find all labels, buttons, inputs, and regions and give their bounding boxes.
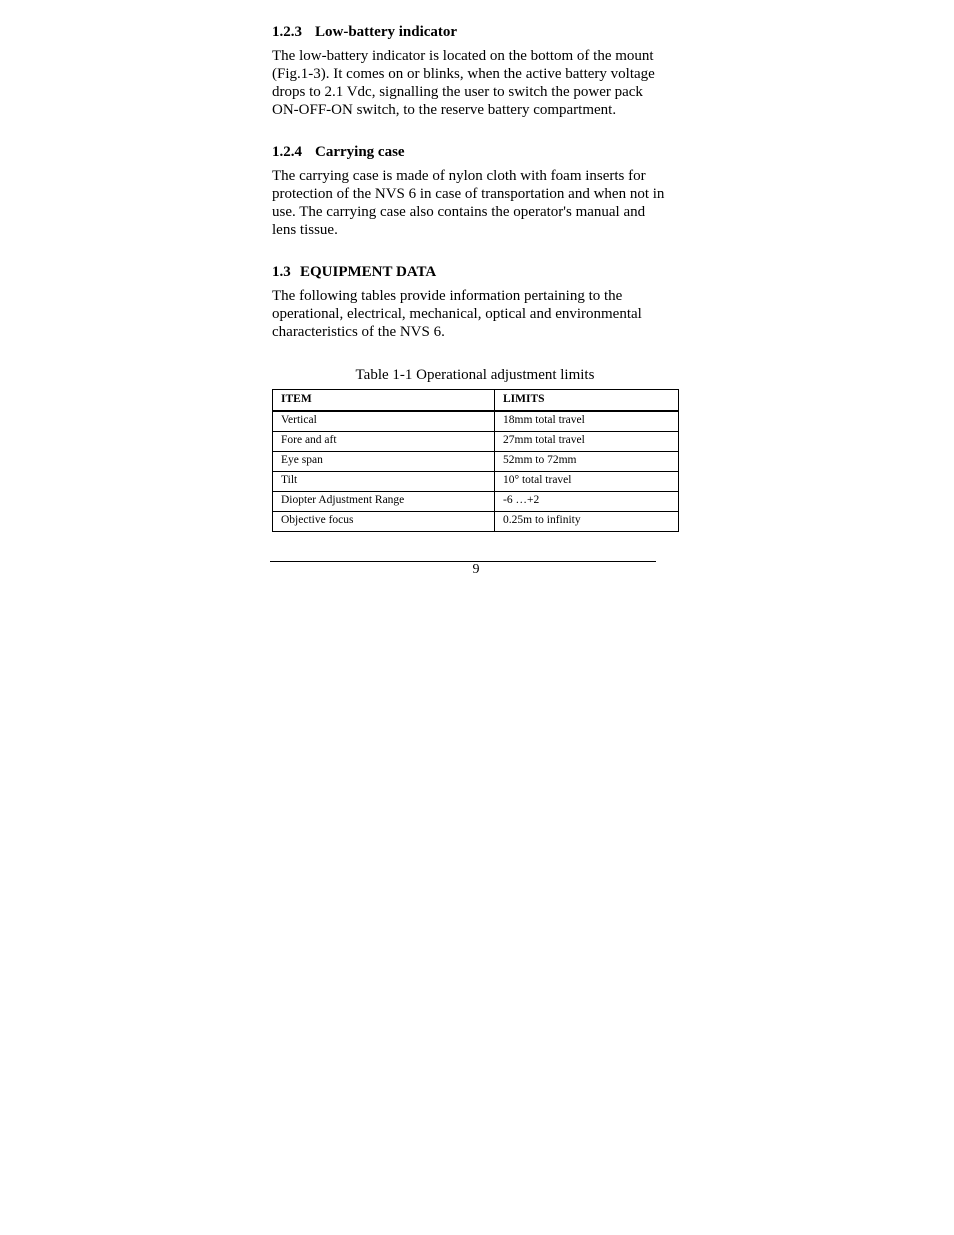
paragraph-line: use. The carrying case also contains the operator's manual and — [272, 204, 646, 220]
column-header-limits: LIMITS — [495, 390, 679, 412]
table-cell-item: Fore and aft — [273, 432, 495, 452]
paragraph-line: ON-OFF-ON switch, to the reserve battery compartment. — [272, 102, 617, 118]
paragraph-line: (Fig.1-3). It comes on or blinks, when the active battery voltage — [272, 66, 655, 82]
table-cell-item: Vertical — [273, 411, 495, 432]
table-row — [273, 411, 679, 432]
table-cell-limit: 10° total travel — [495, 472, 679, 492]
paragraph-line: The carrying case is made of nylon cloth with foam inserts for — [272, 168, 646, 184]
table-row — [273, 492, 679, 512]
section-heading-equipment-data — [272, 262, 682, 282]
table-cell-item: Objective focus — [273, 512, 495, 532]
paragraph-line: drops to 2.1 Vdc, signalling the user to switch the power pack — [272, 84, 643, 100]
section-title: Low-battery indicator — [315, 24, 458, 40]
table-cell-limit: 0.25m to infinity — [495, 512, 679, 532]
column-header-item: ITEM — [273, 390, 495, 412]
section-number: 1.2.4 — [272, 144, 302, 160]
section-heading-low-battery — [272, 22, 682, 42]
adjustment-limits-table — [272, 389, 679, 532]
paragraph-line: The following tables provide information pertaining to the — [272, 288, 623, 304]
table-cell-limit: 18mm total travel — [495, 411, 679, 432]
section-heading-carrying-case — [272, 142, 682, 162]
table-header-row — [273, 390, 679, 412]
table-cell-item: Diopter Adjustment Range — [273, 492, 495, 512]
page-number: 9 — [472, 562, 480, 577]
paragraph-line: The low-battery indicator is located on the bottom of the mount — [272, 48, 654, 64]
section-paragraph — [272, 167, 682, 239]
paragraph-line: operational, electrical, mechanical, optical and environmental — [272, 306, 642, 322]
section-number: 1.2.3 — [272, 24, 302, 40]
table-cell-item: Eye span — [273, 452, 495, 472]
table-cell-item: Tilt — [273, 472, 495, 492]
section-number: 1.3 — [272, 264, 291, 280]
table-cell-limit: -6 …+2 — [495, 492, 679, 512]
section-title: Carrying case — [315, 144, 405, 160]
document-page — [272, 22, 682, 532]
table-row — [273, 432, 679, 452]
table-row — [273, 512, 679, 532]
paragraph-line: characteristics of the NVS 6. — [272, 324, 445, 340]
section-paragraph — [272, 287, 682, 341]
section-paragraph — [272, 47, 682, 119]
section-title: EQUIPMENT DATA — [300, 264, 437, 280]
table-row — [273, 452, 679, 472]
paragraph-line: protection of the NVS 6 in case of transportation and when not in — [272, 186, 665, 202]
table-row — [273, 472, 679, 492]
table-cell-limit: 27mm total travel — [495, 432, 679, 452]
table-cell-limit: 52mm to 72mm — [495, 452, 679, 472]
table-caption: Table 1-1 Operational adjustment limits — [355, 367, 595, 383]
paragraph-line: lens tissue. — [272, 222, 338, 238]
